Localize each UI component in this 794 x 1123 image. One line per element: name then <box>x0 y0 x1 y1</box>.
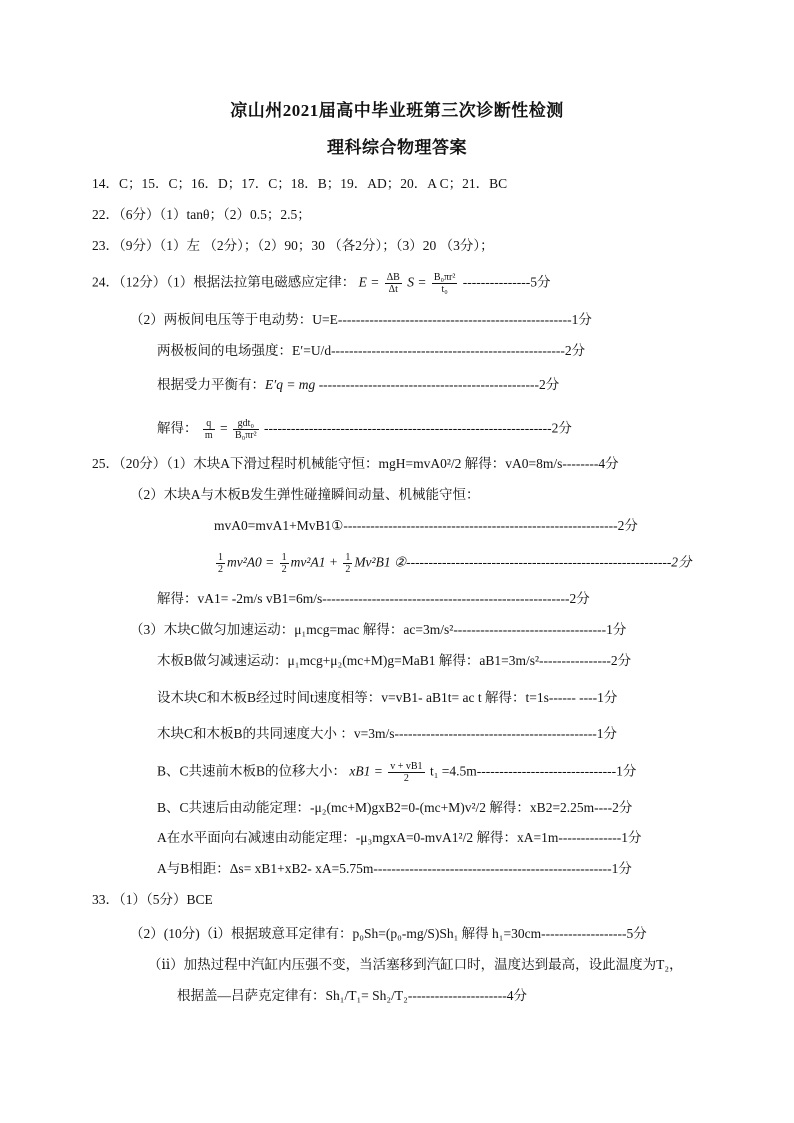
answer-24-part2d <box>157 418 572 441</box>
q25-half-2 <box>280 552 289 575</box>
q25-half3-num: 1 <box>345 552 351 563</box>
q24-f1-denominator: Δt <box>388 284 398 295</box>
q24-c-prefix: 根据受力平衡有： <box>157 377 265 392</box>
answer-25-part3c: 设木块C和木板B经过时间t速度相等：v=vB1- aB1t= ac t 解得：t=1s------ ----1分 <box>157 690 618 705</box>
q25-half1-num: 1 <box>218 552 223 563</box>
q24-f1-numerator: ΔB <box>386 272 400 283</box>
q24-fraction-1 <box>385 272 402 295</box>
q24-d-prefix: 解得： <box>157 420 198 436</box>
answer-33-part2ii-law: 根据盖—吕萨克定律有：Sh₁/T₁= Sh₂/T₂----------------------4分 <box>177 988 527 1003</box>
answer-25-energy-eq <box>214 552 692 575</box>
q24-d-equals: = <box>220 420 228 436</box>
q25-energy-term-2: mv²A1 + <box>290 554 338 570</box>
answer-25-velocities: 解得：vA1= -2m/s vB1=6m/s-------------------------------------------------------2分 <box>157 591 590 606</box>
answer-25-part3d: 木块C和木板B的共同速度大小 ：v=3m/s---------------------------------------------1分 <box>157 726 618 741</box>
answer-25-momentum-eq: mvA0=mvA1+MvB1①-------------------------------------------------------------2分 <box>214 518 638 533</box>
q25-half2-num: 1 <box>281 552 287 563</box>
q25-energy-term-3: Mv²B1 ②-----------------------------------------------------------2分 <box>354 554 692 570</box>
q24-d-tail: ----------------------------------------------------------------2分 <box>263 420 572 436</box>
q25-half2-den: 2 <box>281 564 287 575</box>
answer-line-14-21: 14．C；15．C；16．D；17．C；18．B；19．AD；20．A C；21．BC <box>92 176 508 191</box>
q24-score-tail: ---------------5分 <box>462 274 551 290</box>
q24-d-fraction-1 <box>203 418 215 441</box>
q24-intro: 24．（12分）（1）根据法拉第电磁感应定律： <box>92 274 356 290</box>
q24-d-f2-denominator: B₀πr² <box>235 430 257 441</box>
answer-line-22: 22．（6分）（1）tanθ；（2）0.5；2.5； <box>92 207 311 222</box>
q25-j-tail: t₁ =4.5m-------------------------------1分 <box>429 763 637 779</box>
q24-eq-mid: S = <box>407 274 427 290</box>
q25-half-1 <box>216 552 225 575</box>
q24-d-f2-numerator: gdt₀ <box>233 418 259 430</box>
answer-25-part3h: A与B相距：Δs= xB1+xB2- xA=5.75m-----------------------------------------------------1分 <box>157 861 632 876</box>
answer-24-part2c <box>157 376 559 394</box>
answer-25-part3f: B、C共速后由动能定理：-μ₂(mc+M)gxB2=0-(mc+M)v²/2 解得：xB2=2.25m----2分 <box>157 800 633 815</box>
q24-c-equation: E′q = mg <box>265 377 316 392</box>
q25-j-prefix: B、C共速前木板B的位移大小： <box>157 763 347 779</box>
q24-d-fraction-2 <box>233 418 259 441</box>
q25-energy-term-1: mv²A0 = <box>227 554 275 570</box>
q25-j-denominator: 2 <box>403 773 409 784</box>
answer-33-part2ii: （ⅱ）加热过程中汽缸内压强不变，当活塞移到汽缸口时，温度达到最高，设此温度为T₂， <box>148 957 683 972</box>
q25-j-numerator: v + vB1 <box>390 761 423 772</box>
q25-half1-den: 2 <box>218 564 223 575</box>
answer-25-part3e <box>157 761 636 784</box>
q25-half3-den: 2 <box>345 564 351 575</box>
q25-j-equation: xB1 = <box>349 763 383 779</box>
answer-24-part2b: 两极板间的电场强度：E′=U/d----------------------------------------------------2分 <box>157 343 586 358</box>
answer-25-part3g: A在水平面向右减速由动能定理：-μ₃mgxA=0-mvA1²/2 解得：xA=1m--------------1分 <box>157 830 642 845</box>
q25-j-fraction <box>388 761 424 784</box>
document-subtitle: 理科综合物理答案 <box>327 138 467 157</box>
answer-25-part2: （2）木块A与木板B发生弹性碰撞瞬间动量、机械能守恒： <box>130 487 480 502</box>
answer-25-part3a: （3）木块C做匀加速运动：μ₁mcg=mac 解得：ac=3m/s²----------------------------------1分 <box>130 622 627 637</box>
answer-line-23: 23．（9分）（1）左 （2分）；（2）90；30 （各2分）；（3）20 （3分）； <box>92 238 494 253</box>
q24-f2-denominator: t₀ <box>441 284 448 295</box>
q24-f2-numerator: B₀πr² <box>433 272 456 283</box>
q24-c-tail: -------------------------------------------------2分 <box>315 377 560 392</box>
q24-eq-prefix: E = <box>358 274 380 290</box>
answer-33-part1: 33．（1）（5分）BCE <box>92 892 213 907</box>
answer-24-part2a: （2）两板间电压等于电动势：U=E----------------------------------------------------1分 <box>130 312 592 327</box>
answer-25-part1: 25．（20分）（1）木块A下滑过程时机械能守恒：mgH=mvA0²/2 解得：vA0=8m/s--------4分 <box>92 456 619 471</box>
q24-fraction-2 <box>432 272 458 295</box>
q24-d-f1-numerator: q <box>203 418 215 430</box>
q25-half-3 <box>343 552 352 575</box>
answer-25-part3b: 木板B做匀减速运动：μ₁mcg+μ₂(mc+M)g=MaB1 解得：aB1=3m/s²----------------2分 <box>157 653 632 668</box>
document-title: 凉山州2021届高中毕业班第三次诊断性检测 <box>230 101 564 120</box>
q24-d-f1-denominator: m <box>204 430 213 441</box>
answer-24-part1 <box>92 272 550 295</box>
answer-33-part2i: （2）(10分)（ⅰ）根据玻意耳定律有：p₀Sh=(p₀-mg/S)Sh₁ 解得 h₁=30cm-------------------5分 <box>130 926 647 941</box>
